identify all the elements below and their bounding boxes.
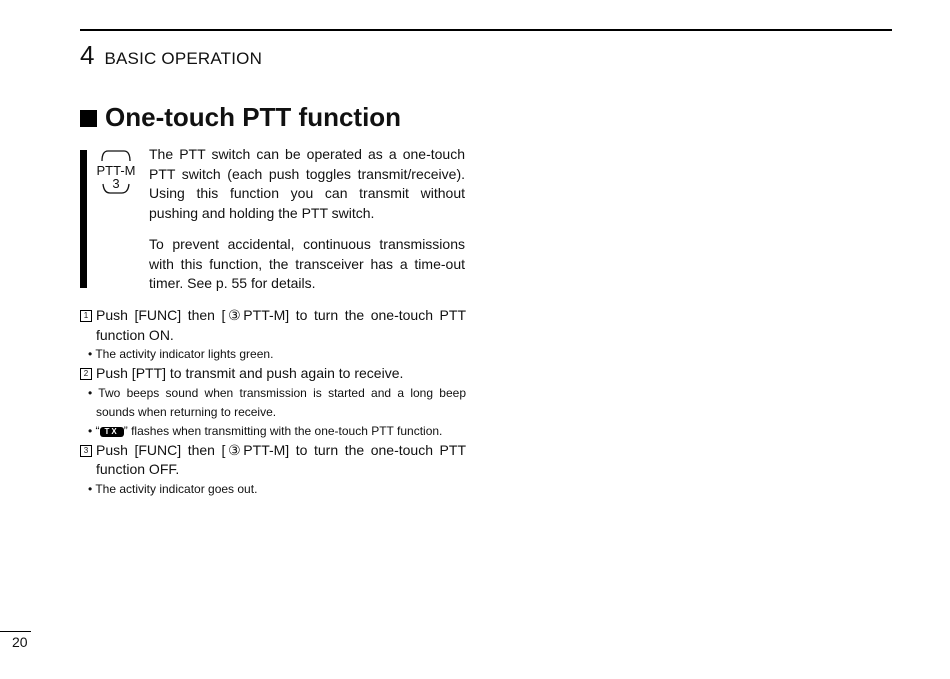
section-square-icon	[80, 110, 97, 127]
step-text-2: Push [PTT] to transmit and push again to receive.	[96, 365, 404, 381]
chapter-header	[80, 40, 262, 70]
step-text-3: Push [FUNC] then [③PTT-M] to turn the one-touch PTT function OFF.	[96, 441, 466, 477]
step-2	[80, 364, 466, 384]
ptt-m-key-icon	[94, 146, 138, 196]
section-header	[80, 100, 401, 134]
page-number: 20	[12, 634, 28, 650]
step-number-2: 2	[80, 368, 92, 380]
step-1-note-1: • The activity indicator lights green.	[88, 347, 274, 361]
step-1	[80, 306, 466, 345]
chapter-number: 4	[80, 40, 95, 70]
key-number: 3	[112, 176, 120, 191]
section-title: One-touch PTT function	[105, 102, 402, 132]
side-bar	[80, 150, 87, 288]
step-text-1: Push [FUNC] then [③PTT-M] to turn the one-touch PTT function ON.	[96, 307, 466, 343]
step-3	[80, 441, 466, 480]
tx-indicator-icon: TX	[100, 427, 124, 437]
note-text-after: ” flashes when transmitting with the one-touch PTT function.	[123, 423, 443, 438]
intro-paragraph-2: To prevent accidental, continuous transmissions with this function, the transceiver has a time-out timer. See p. 55 for details.	[149, 236, 465, 291]
step-2-note-2	[80, 422, 466, 441]
page-number-rule	[0, 631, 31, 632]
intro-text	[149, 145, 465, 306]
header-rule	[80, 29, 892, 31]
steps-list	[80, 306, 466, 499]
chapter-title: BASIC OPERATION	[104, 49, 263, 68]
step-3-note-1: • The activity indicator goes out.	[88, 481, 258, 496]
intro-paragraph-1: The PTT switch can be operated as a one-touch PTT switch (each push toggles transmit/receive). Using this function you can transmit without pushing and holding the PTT switch.	[149, 146, 465, 221]
step-number-3: 3	[80, 445, 92, 457]
note-text-before: • “	[88, 423, 100, 438]
step-2-note-1: • Two beeps sound when transmission is started and a long beep sounds when returning to receive.	[88, 385, 466, 419]
step-number-1: 1	[80, 310, 92, 322]
key-label: PTT-M	[96, 163, 136, 178]
